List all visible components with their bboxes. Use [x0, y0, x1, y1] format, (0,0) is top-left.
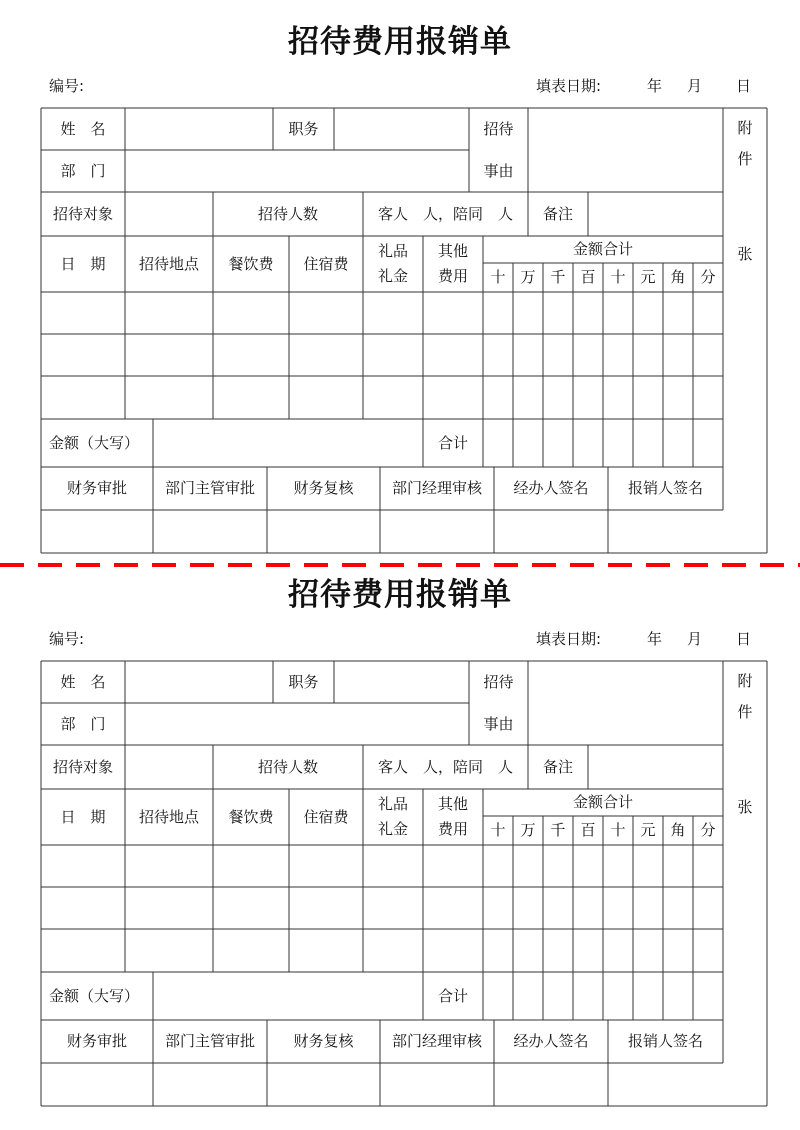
- entry-cell[interactable]: [363, 845, 423, 887]
- approval-signature-field[interactable]: [153, 1063, 267, 1106]
- digit-header: 元: [640, 821, 656, 839]
- approval-header: 财务审批: [66, 479, 127, 497]
- reason-label-top: 招待: [483, 672, 514, 691]
- approval-signature-field[interactable]: [494, 1063, 608, 1106]
- remark-field[interactable]: [588, 745, 723, 789]
- name-field[interactable]: [125, 661, 273, 703]
- entry-cell[interactable]: [125, 376, 213, 419]
- digit-header: 万: [520, 268, 536, 286]
- amount-words-field[interactable]: [153, 419, 423, 467]
- amount-words-label: 金额（大写）: [49, 986, 140, 1005]
- digit-header: 元: [640, 268, 656, 286]
- other-column-header-1: 其他: [437, 241, 468, 260]
- amount-total-header: 金额合计: [572, 240, 633, 258]
- month-label: 月: [687, 77, 703, 95]
- month-label: 月: [687, 630, 703, 648]
- entry-cell[interactable]: [289, 376, 363, 419]
- entry-cell[interactable]: [213, 887, 289, 929]
- day-label: 日: [736, 630, 752, 648]
- position-field[interactable]: [334, 661, 469, 703]
- approval-header: 部门主管审批: [164, 479, 255, 497]
- entry-cell[interactable]: [363, 292, 423, 334]
- attach-label-1: 附: [737, 671, 753, 690]
- attach-label-2: 件: [737, 149, 753, 168]
- position-label: 职务: [288, 672, 319, 691]
- approval-header: 部门经理审核: [391, 1032, 482, 1050]
- approval-header: 报销人签名: [627, 479, 703, 497]
- entry-cell[interactable]: [41, 887, 125, 929]
- entry-cell[interactable]: [41, 292, 125, 334]
- form-title: 招待费用报销单: [288, 577, 512, 613]
- position-field[interactable]: [334, 108, 469, 150]
- subtotal-label: 合计: [437, 433, 468, 452]
- entry-cell[interactable]: [363, 887, 423, 929]
- expense-form-top: [0, 0, 800, 560]
- amount-total-header: 金额合计: [572, 793, 633, 811]
- reason-label-top: 招待: [483, 119, 514, 138]
- entry-cell[interactable]: [363, 334, 423, 376]
- entry-cell[interactable]: [125, 334, 213, 376]
- gift-column-header-1: 礼品: [377, 794, 408, 813]
- digit-header: 十: [490, 268, 506, 286]
- amount-words-label: 金额（大写）: [49, 433, 140, 452]
- entry-cell[interactable]: [41, 845, 125, 887]
- approval-header: 财务复核: [293, 479, 354, 497]
- dept-field[interactable]: [125, 150, 469, 192]
- approval-header: 报销人签名: [627, 1032, 703, 1050]
- digit-header: 万: [520, 821, 536, 839]
- entry-cell[interactable]: [363, 929, 423, 972]
- digit-header: 十: [490, 821, 506, 839]
- other-column-header-1: 其他: [437, 794, 468, 813]
- entry-cell[interactable]: [41, 929, 125, 972]
- digit-header: 千: [550, 268, 566, 286]
- target-label: 招待对象: [52, 757, 113, 776]
- approval-signature-field[interactable]: [267, 510, 380, 553]
- entry-cell[interactable]: [41, 334, 125, 376]
- count-label: 招待人数: [257, 204, 318, 223]
- guests-label: 客人 人，陪同 人: [377, 204, 513, 223]
- approval-header: 经办人签名: [513, 479, 589, 497]
- target-label: 招待对象: [52, 204, 113, 223]
- reason-label-bottom: 事由: [483, 161, 514, 180]
- gift-column-header-1: 礼品: [377, 241, 408, 260]
- entry-cell[interactable]: [423, 376, 483, 419]
- dept-label: 部 门: [60, 161, 106, 180]
- entry-cell[interactable]: [423, 845, 483, 887]
- entry-cell[interactable]: [213, 929, 289, 972]
- name-field[interactable]: [125, 108, 273, 150]
- target-field[interactable]: [125, 745, 213, 789]
- entry-cell[interactable]: [423, 887, 483, 929]
- digit-header: 百: [580, 821, 596, 839]
- approval-header: 部门经理审核: [391, 479, 482, 497]
- entry-cell[interactable]: [423, 929, 483, 972]
- entry-cell[interactable]: [213, 292, 289, 334]
- entry-cell[interactable]: [125, 845, 213, 887]
- gift-column-header-2: 礼金: [377, 266, 408, 285]
- entry-cell[interactable]: [423, 292, 483, 334]
- year-label: 年: [647, 630, 663, 648]
- number-label: 编号:: [49, 77, 85, 95]
- approval-header: 财务审批: [66, 1032, 127, 1050]
- attach-label-3: 张: [737, 244, 753, 263]
- entry-cell[interactable]: [289, 887, 363, 929]
- remark-label: 备注: [542, 204, 573, 223]
- gift-column-header-2: 礼金: [377, 819, 408, 838]
- attach-label-3: 张: [737, 797, 753, 816]
- remark-label: 备注: [542, 757, 573, 776]
- remark-field[interactable]: [588, 192, 723, 236]
- approval-header: 部门主管审批: [164, 1032, 255, 1050]
- other-column-header-2: 费用: [437, 819, 468, 838]
- approval-signature-field[interactable]: [608, 510, 723, 553]
- approval-header: 经办人签名: [513, 1032, 589, 1050]
- amount-words-field[interactable]: [153, 972, 423, 1020]
- approval-signature-field[interactable]: [41, 1063, 153, 1106]
- digit-header: 十: [610, 268, 626, 286]
- approval-signature-field[interactable]: [494, 510, 608, 553]
- attach-label-2: 件: [737, 702, 753, 721]
- entry-cell[interactable]: [41, 376, 125, 419]
- approval-signature-field[interactable]: [41, 510, 153, 553]
- entry-cell[interactable]: [213, 845, 289, 887]
- approval-signature-field[interactable]: [153, 510, 267, 553]
- approval-signature-field[interactable]: [267, 1063, 380, 1106]
- digit-header: 千: [550, 821, 566, 839]
- approval-signature-field[interactable]: [608, 1063, 723, 1106]
- entry-cell[interactable]: [289, 929, 363, 972]
- dept-label: 部 门: [60, 714, 106, 733]
- meal-column-header: 餐饮费: [228, 254, 274, 273]
- reason-label-bottom: 事由: [483, 714, 514, 733]
- number-label: 编号:: [49, 630, 85, 648]
- entry-cell[interactable]: [289, 292, 363, 334]
- other-column-header-2: 费用: [437, 266, 468, 285]
- date-label: 填表日期:: [536, 630, 602, 648]
- dept-field[interactable]: [125, 703, 469, 745]
- position-label: 职务: [288, 119, 319, 138]
- lodging-column-header: 住宿费: [303, 807, 349, 826]
- entry-cell[interactable]: [125, 887, 213, 929]
- lodging-column-header: 住宿费: [303, 254, 349, 273]
- digit-header: 分: [700, 821, 716, 839]
- guests-label: 客人 人，陪同 人: [377, 757, 513, 776]
- day-label: 日: [736, 77, 752, 95]
- entry-cell[interactable]: [213, 376, 289, 419]
- attach-label-1: 附: [737, 118, 753, 137]
- place-column-header: 招待地点: [138, 807, 199, 826]
- entry-cell[interactable]: [289, 334, 363, 376]
- entry-cell[interactable]: [125, 292, 213, 334]
- meal-column-header: 餐饮费: [228, 807, 274, 826]
- name-label: 姓 名: [60, 672, 106, 691]
- digit-header: 分: [700, 268, 716, 286]
- approval-header: 财务复核: [293, 1032, 354, 1050]
- subtotal-label: 合计: [437, 986, 468, 1005]
- place-column-header: 招待地点: [138, 254, 199, 273]
- target-field[interactable]: [125, 192, 213, 236]
- reason-field[interactable]: [528, 108, 723, 192]
- entry-cell[interactable]: [363, 376, 423, 419]
- digit-header: 百: [580, 268, 596, 286]
- reason-field[interactable]: [528, 661, 723, 745]
- entry-cell[interactable]: [289, 845, 363, 887]
- approval-signature-field[interactable]: [380, 510, 494, 553]
- entry-cell[interactable]: [213, 334, 289, 376]
- digit-header: 角: [670, 268, 686, 286]
- date-column-header: 日 期: [60, 807, 106, 826]
- entry-cell[interactable]: [125, 929, 213, 972]
- name-label: 姓 名: [60, 119, 106, 138]
- date-label: 填表日期:: [536, 77, 602, 95]
- count-label: 招待人数: [257, 757, 318, 776]
- digit-header: 十: [610, 821, 626, 839]
- digit-header: 角: [670, 821, 686, 839]
- approval-signature-field[interactable]: [380, 1063, 494, 1106]
- year-label: 年: [647, 77, 663, 95]
- form-title: 招待费用报销单: [288, 24, 512, 60]
- entry-cell[interactable]: [423, 334, 483, 376]
- expense-form-bottom: [0, 553, 800, 1113]
- date-column-header: 日 期: [60, 254, 106, 273]
